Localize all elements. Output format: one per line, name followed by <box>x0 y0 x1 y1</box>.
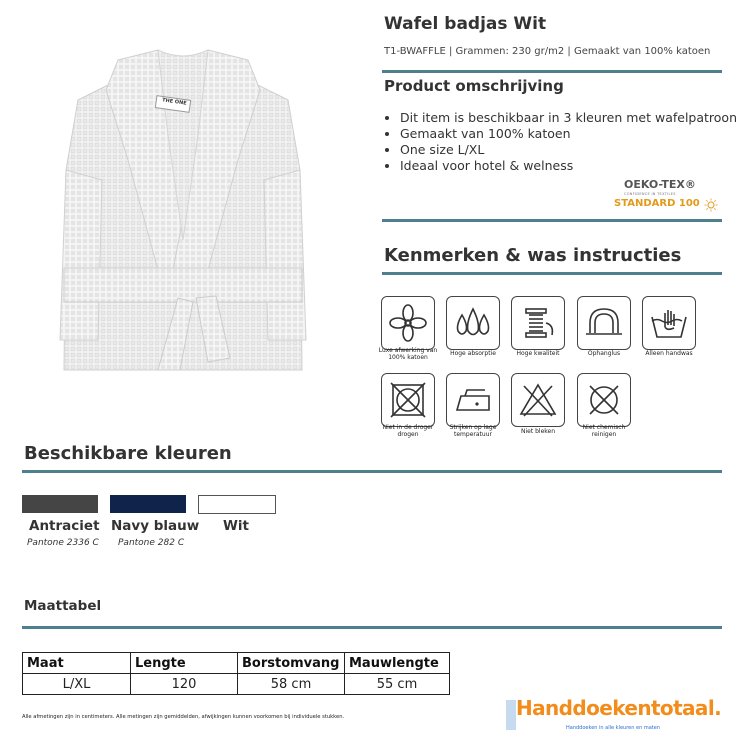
thread-spool-icon <box>511 296 565 350</box>
sun-icon <box>704 198 718 212</box>
brand-name: Handdoekentotaal. <box>516 696 722 720</box>
no-bleach-icon <box>511 373 565 427</box>
table-header-row <box>23 653 450 674</box>
table-cell: 58 cm <box>238 674 345 695</box>
table-row <box>23 674 450 695</box>
icon-caption: Hoge kwaliteit <box>516 350 560 357</box>
flower-icon <box>381 296 435 350</box>
table-cell: 120 <box>131 674 238 695</box>
column-header: Maat <box>23 653 131 674</box>
divider <box>382 219 722 222</box>
icon-caption: Niet bleken <box>520 428 556 435</box>
table-cell: L/XL <box>23 674 131 695</box>
iron-low-icon <box>446 373 500 427</box>
column-header: Lengte <box>131 653 238 674</box>
table-cell: 55 cm <box>345 674 450 695</box>
color-name: Wit <box>223 518 249 534</box>
hanging-loop-icon <box>577 296 631 350</box>
garment-label-text: THE ONE <box>161 97 187 107</box>
swatch-wit <box>198 495 276 514</box>
list-item: • Gemaakt van 100% katoen <box>400 126 740 142</box>
icon-caption: Hoge absorptie <box>450 350 496 357</box>
column-header: Borstomvang <box>238 653 345 674</box>
features-heading: Kenmerken & was instructies <box>384 245 682 266</box>
description-heading: Product omschrijving <box>384 77 564 95</box>
color-name: Antraciet <box>29 518 100 534</box>
no-tumble-dry-icon <box>381 373 435 427</box>
swatch-navy <box>110 495 186 513</box>
divider <box>22 626 722 629</box>
pantone-code: Pantone 282 C <box>118 538 185 548</box>
divider <box>382 272 722 275</box>
size-table <box>22 652 450 695</box>
description-list <box>384 110 740 174</box>
list-item: • One size L/XL <box>400 142 740 158</box>
hand-wash-icon <box>642 296 696 350</box>
divider <box>382 70 722 73</box>
no-dry-clean-icon <box>577 373 631 427</box>
icon-caption: Niet in de droger drogen <box>382 424 434 438</box>
list-item: • Ideaal voor hotel & welness <box>400 158 740 174</box>
icon-caption: Luxe afwerking van 100% katoen <box>378 347 438 361</box>
oeko-tex-name: OEKO-TEX® <box>624 178 696 191</box>
icon-caption: Alleen handwas <box>645 350 693 357</box>
footnote: Alle afmetingen zijn in centimeters. Alle metingen zijn gemiddelden, afwijkingen kunnen voorkomen bij individuele stukken. <box>22 714 345 720</box>
icon-caption: Strijken op lage temperatuur <box>449 424 497 438</box>
oeko-tex-standard: STANDARD 100 <box>614 198 700 209</box>
color-name: Navy blauw <box>111 518 200 534</box>
product-title: Wafel badjas Wit <box>384 14 547 34</box>
brand-tagline: Handdoeken in alle kleuren en maten <box>566 725 660 731</box>
icon-caption: Niet chemisch reinigen <box>582 424 626 438</box>
icon-caption: Ophanglus <box>587 350 621 357</box>
divider <box>22 470 722 473</box>
colors-heading: Beschikbare kleuren <box>24 443 232 464</box>
product-image <box>58 40 308 380</box>
brand-logo-backdrop <box>506 700 516 730</box>
swatch-antraciet <box>22 495 98 513</box>
product-subtitle: T1-BWAFFLE | Grammen: 230 gr/m2 | Gemaakt van 100% katoen <box>384 46 711 57</box>
oeko-tex-tagline: CONFIDENCE IN TEXTILES <box>624 192 676 196</box>
oeko-tex-logo <box>614 178 724 214</box>
column-header: Mauwlengte <box>345 653 450 674</box>
brand-logo <box>506 696 734 736</box>
pantone-code: Pantone 2336 C <box>27 538 99 548</box>
list-item: • Dit item is beschikbaar in 3 kleuren met wafelpatroon <box>400 110 740 126</box>
water-drops-icon <box>446 296 500 350</box>
size-table-heading: Maattabel <box>24 598 102 614</box>
